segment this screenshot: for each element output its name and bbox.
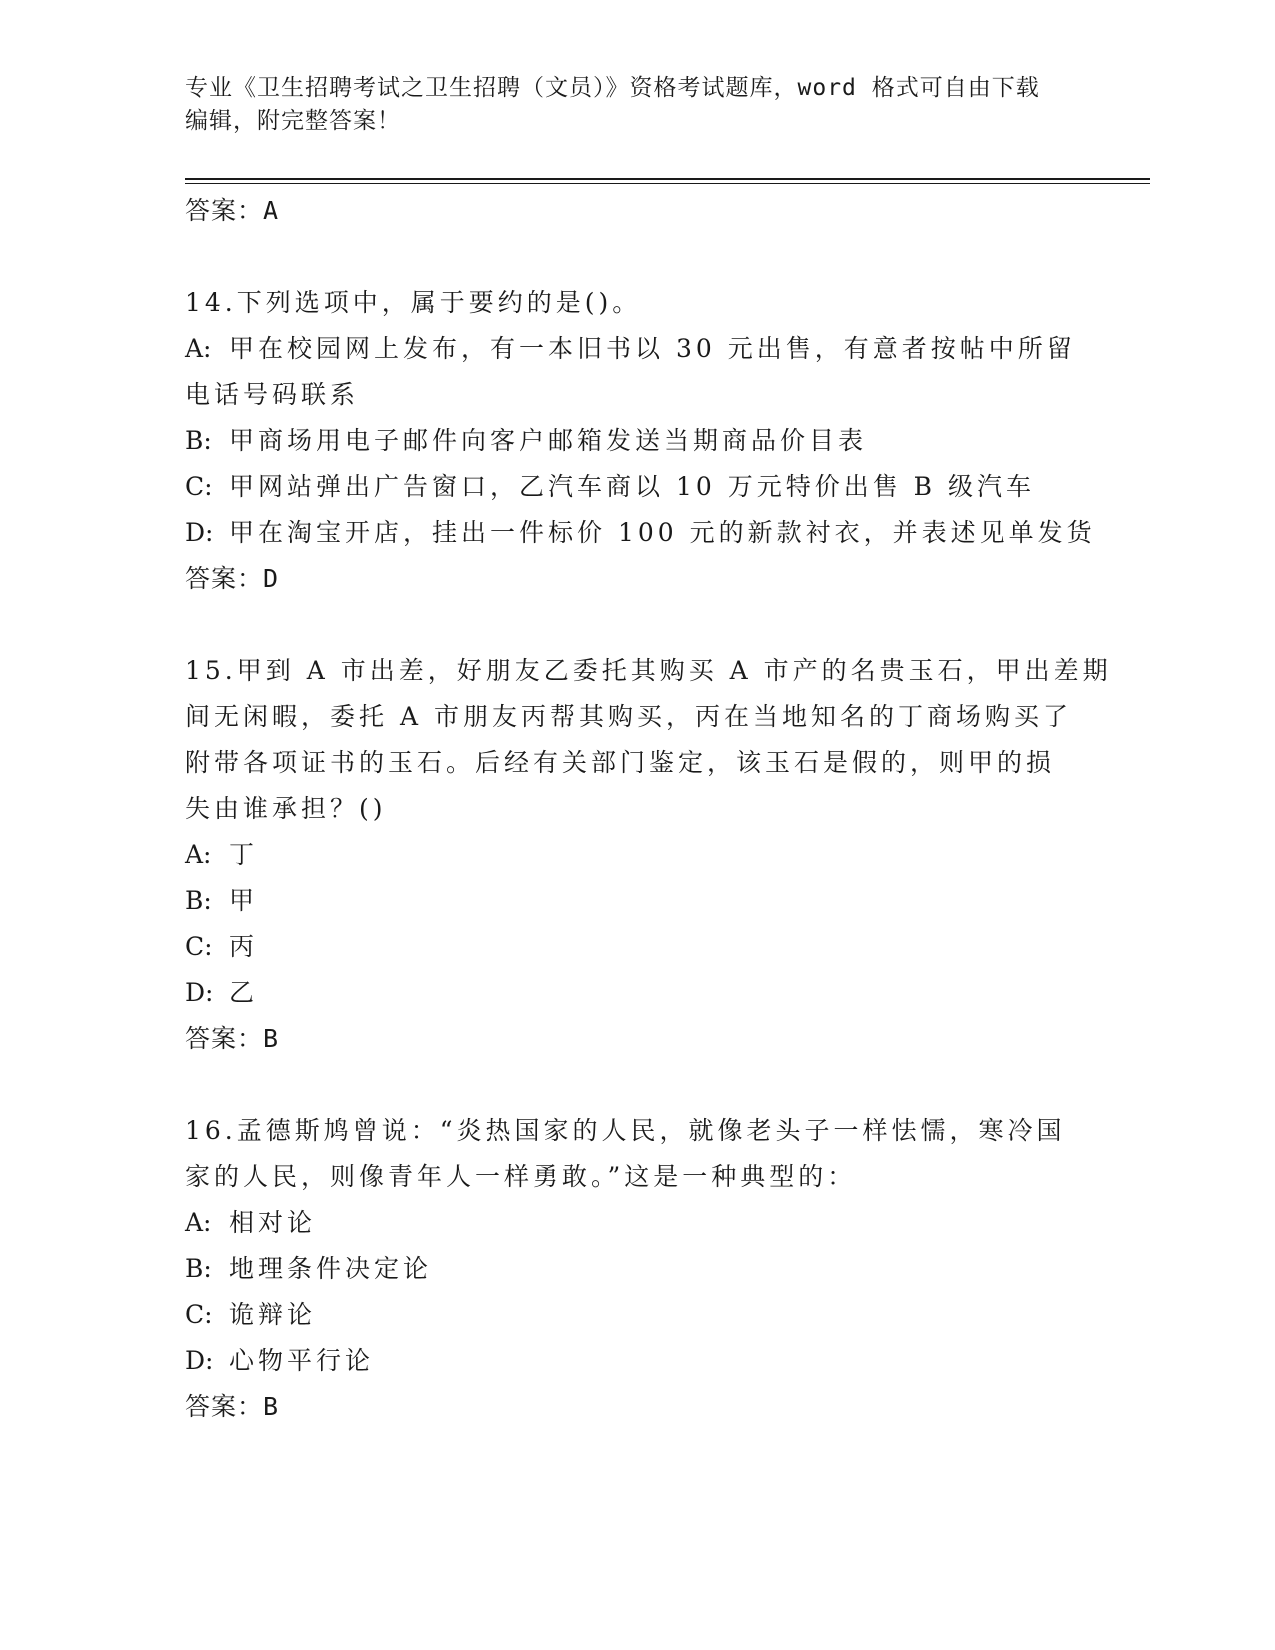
option-text: 甲在校园网上发布，有一本旧书以 30 元出售，有意者按帖中所留 <box>229 334 1076 363</box>
answer-label: 答案： <box>185 564 264 593</box>
header-divider-thin <box>185 183 1150 184</box>
answer-line <box>185 556 1085 602</box>
answer-value: A <box>263 196 280 225</box>
option-a-continuation: 电话号码联系 <box>185 380 360 409</box>
question-15 <box>185 648 1112 1062</box>
answer-value: B <box>263 1024 280 1053</box>
spacer <box>185 1062 1085 1108</box>
answer-value: D <box>263 564 280 593</box>
option-a <box>185 832 1085 878</box>
option-a <box>185 326 1085 372</box>
option-letter: C: <box>185 1300 213 1329</box>
option-letter: B: <box>185 886 212 915</box>
option-letter: B: <box>185 1254 212 1283</box>
spacer <box>185 602 1085 648</box>
option-c <box>185 924 1085 970</box>
option-text: 丁 <box>229 840 259 869</box>
option-c <box>185 464 1085 510</box>
answer-line <box>185 1384 1085 1430</box>
option-a <box>185 1200 1085 1246</box>
answer-label: 答案： <box>185 1024 264 1053</box>
option-b <box>185 418 1085 464</box>
header-divider-thick <box>185 178 1150 180</box>
question-text-line: 15.甲到 A 市出差，好朋友乙委托其购买 A 市产的名贵玉石，甲出差期 <box>185 656 1112 685</box>
option-text: 甲商场用电子邮件向客户邮箱发送当期商品价目表 <box>229 426 868 455</box>
answer-line-13 <box>185 188 1085 234</box>
option-letter: B: <box>185 426 212 455</box>
question-text-line: 间无闲暇，委托 A 市朋友丙帮其购买，丙在当地知名的丁商场购买了 <box>185 702 1072 731</box>
option-text: 诡辩论 <box>229 1300 317 1329</box>
header-line-2: 编辑，附完整答案！ <box>185 108 401 134</box>
header-line-1: 专业《卫生招聘考试之卫生招聘（文员）》资格考试题库，word 格式可自由下载 <box>185 75 1040 101</box>
option-text: 丙 <box>229 932 259 961</box>
answer-label: 答案： <box>185 1392 264 1421</box>
option-b <box>185 878 1085 924</box>
option-text: 甲在淘宝开店，挂出一件标价 100 元的新款衬衣，并表述见单发货 <box>229 518 1096 547</box>
option-letter: D: <box>185 1346 214 1375</box>
option-text: 甲网站弹出广告窗口，乙汽车商以 10 万元特价出售 B 级汽车 <box>229 472 1035 501</box>
option-text: 心物平行论 <box>229 1346 375 1375</box>
answer-value: B <box>263 1392 280 1421</box>
option-letter: C: <box>185 472 213 501</box>
option-letter: D: <box>185 518 214 547</box>
option-letter: A: <box>185 840 212 869</box>
option-text: 甲 <box>229 886 259 915</box>
option-c <box>185 1292 1085 1338</box>
question-text-line: 14.下列选项中，属于要约的是()。 <box>185 288 642 317</box>
option-text: 地理条件决定论 <box>229 1254 433 1283</box>
option-letter: C: <box>185 932 213 961</box>
answer-label: 答案： <box>185 196 264 225</box>
question-text-line: 家的人民，则像青年人一样勇敢。”这是一种典型的： <box>185 1162 857 1191</box>
option-letter: A: <box>185 334 212 363</box>
document-body <box>185 188 1112 1430</box>
spacer <box>185 234 1085 280</box>
answer-line <box>185 1016 1085 1062</box>
question-text-line: 附带各项证书的玉石。后经有关部门鉴定，该玉石是假的，则甲的损 <box>185 748 1056 777</box>
option-letter: A: <box>185 1208 212 1237</box>
option-d <box>185 510 1096 556</box>
question-16 <box>185 1108 1085 1430</box>
question-14 <box>185 280 1096 602</box>
option-text: 相对论 <box>229 1208 317 1237</box>
question-text-line: 失由谁承担？() <box>185 794 387 823</box>
question-text-line: 16.孟德斯鸠曾说：“炎热国家的人民，就像老头子一样怯懦，寒冷国 <box>185 1116 1066 1145</box>
option-text: 乙 <box>229 978 259 1007</box>
document-header <box>185 72 1065 138</box>
option-letter: D: <box>185 978 214 1007</box>
option-d <box>185 970 1085 1016</box>
option-d <box>185 1338 1085 1384</box>
option-b <box>185 1246 1085 1292</box>
